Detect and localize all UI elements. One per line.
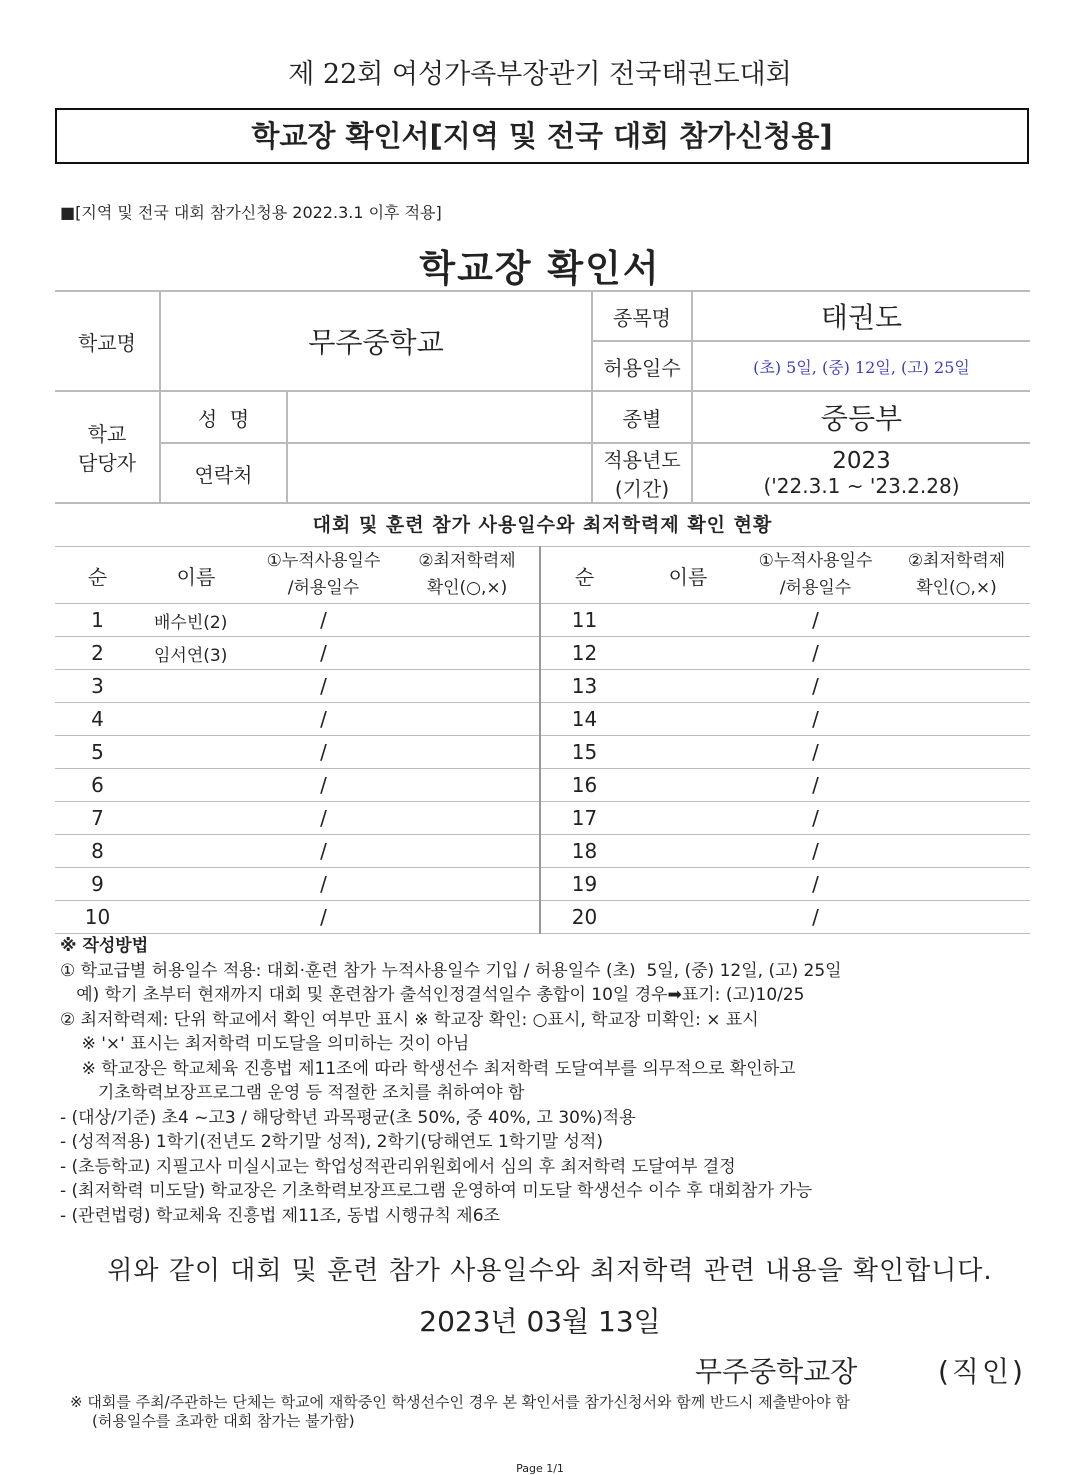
- roster-num: 7: [55, 802, 140, 835]
- header-days-line2: /허용일수: [779, 578, 852, 598]
- school-info-table: [55, 290, 1030, 504]
- roster-check[interactable]: [395, 769, 540, 802]
- roster-name[interactable]: [140, 901, 252, 934]
- roster-check[interactable]: [395, 868, 540, 901]
- roster-days[interactable]: /: [748, 604, 883, 637]
- principal-name: 무주중학교장: [695, 1355, 858, 1388]
- header-name: 이름: [628, 547, 748, 604]
- roster-num: 6: [55, 769, 140, 802]
- header-grade-line1: ②최저학력제: [418, 551, 516, 571]
- roster-days[interactable]: /: [252, 802, 395, 835]
- guide-line: 기초학력보장프로그램 운영 등 적절한 조치를 취하여야 함: [60, 1083, 525, 1103]
- guide-line: ① 학교급별 허용일수 적용: 대회·훈련 참가 누적사용일수 기입 / 허용일수 (초) 5일, (중) 12일, (고) 25일: [60, 960, 842, 981]
- guide-line: - (대상/기준) 초4 ~고3 / 해당학년 과목평균(초 50%, 중 40%, 고 30%)적용: [60, 1107, 636, 1128]
- roster-table: [55, 546, 1030, 934]
- roster-check[interactable]: [395, 736, 540, 769]
- guide-heading: ※ 작성방법: [60, 936, 149, 956]
- roster-num: 17: [540, 802, 628, 835]
- roster-name[interactable]: [628, 901, 748, 934]
- roster-check[interactable]: [883, 736, 1030, 769]
- staff-name-value[interactable]: [287, 391, 592, 443]
- roster-num: 20: [540, 901, 628, 934]
- roster-num: 12: [540, 637, 628, 670]
- guide-line: ※ 학교장은 학교체육 진흥법 제11조에 따라 학생선수 최저학력 도달여부를 의무적으로 확인하고: [60, 1058, 796, 1079]
- event-title: 제 22회 여성가족부장관기 전국태권도대회: [288, 59, 792, 90]
- header-grade-line1: ②최저학력제: [907, 551, 1006, 571]
- roster-days[interactable]: /: [252, 703, 395, 736]
- roster-days[interactable]: /: [748, 769, 883, 802]
- roster-name[interactable]: [628, 703, 748, 736]
- header-days-line1: ①누적사용일수: [266, 551, 381, 571]
- guide-line: - (최저학력 미도달) 학교장은 기초학력보장프로그램 운영하여 미도달 학생선수 이수 후 대회참가 가능: [60, 1181, 813, 1201]
- roster-check[interactable]: [395, 637, 540, 670]
- footer-note-line1: ※ 대회를 주최/주관하는 단체는 학교에 재학중인 학생선수인 경우 본 확인서를 참가신청서와 함께 반드시 제출받아야 함: [70, 1393, 850, 1411]
- staff-name-label: 성 명: [160, 391, 287, 443]
- header-grade: [395, 547, 540, 604]
- header-num: 순: [540, 547, 628, 604]
- roster-days[interactable]: /: [748, 835, 883, 868]
- roster-num: 16: [540, 769, 628, 802]
- writing-guide: [60, 934, 1040, 1228]
- roster-days[interactable]: /: [748, 670, 883, 703]
- roster-days[interactable]: /: [748, 802, 883, 835]
- division-label: 종별: [592, 391, 692, 443]
- sport-label: 종목명: [592, 291, 692, 341]
- roster-days[interactable]: /: [252, 736, 395, 769]
- table-row: [55, 736, 1030, 769]
- year-label-line2: (기간): [614, 477, 670, 501]
- allowed-days-label: 허용일수: [592, 341, 692, 391]
- roster-num: 3: [55, 670, 140, 703]
- division-value: 중등부: [692, 391, 1030, 443]
- roster-check[interactable]: [883, 637, 1030, 670]
- roster-num: 8: [55, 835, 140, 868]
- roster-name[interactable]: [628, 736, 748, 769]
- roster-check[interactable]: [395, 604, 540, 637]
- period-value: ('22.3.1 ~ '23.2.28): [763, 474, 960, 498]
- roster-name[interactable]: [140, 802, 252, 835]
- roster-num: 5: [55, 736, 140, 769]
- sport-value: 태권도: [692, 291, 1030, 341]
- roster-name[interactable]: [628, 802, 748, 835]
- roster-days[interactable]: /: [748, 868, 883, 901]
- header-days-line2: /허용일수: [287, 578, 360, 598]
- roster-num: 1: [55, 604, 140, 637]
- allowed-days-value: (초) 5일, (중) 12일, (고) 25일: [692, 341, 1030, 391]
- staff-label-line2: 담당자: [78, 451, 136, 475]
- roster-check[interactable]: [395, 802, 540, 835]
- footer-note: [70, 1393, 1030, 1431]
- header-name: 이름: [140, 547, 252, 604]
- guide-line: - (성적적용) 1학기(전년도 2학기말 성적), 2학기(당해연도 1학기말 성적): [60, 1132, 603, 1152]
- roster-num: 18: [540, 835, 628, 868]
- roster-num: 13: [540, 670, 628, 703]
- header-days: [252, 547, 395, 604]
- header-days: [748, 547, 883, 604]
- guide-line: - (관련법령) 학교체육 진흥법 제11조, 동법 시행규칙 제6조: [60, 1205, 500, 1226]
- roster-days[interactable]: /: [748, 901, 883, 934]
- roster-check[interactable]: [883, 604, 1030, 637]
- school-name-label: 학교명: [55, 291, 160, 391]
- guide-line: - (초등학교) 지필고사 미실시교는 학업성적관리위원회에서 심의 후 최저학력 도달여부 결정: [60, 1156, 736, 1177]
- roster-check[interactable]: [883, 901, 1030, 934]
- roster-check[interactable]: [883, 835, 1030, 868]
- guide-line: ※ '×' 표시는 최저학력 미도달을 의미하는 것이 아님: [60, 1034, 470, 1054]
- table-row: [55, 604, 1030, 637]
- year-value: 2023: [832, 448, 891, 474]
- roster-days[interactable]: /: [252, 637, 395, 670]
- contact-label: 연락처: [160, 443, 287, 503]
- staff-label: [55, 391, 160, 503]
- roster-num: 4: [55, 703, 140, 736]
- contact-value[interactable]: [287, 443, 592, 503]
- header-num: 순: [55, 547, 140, 604]
- roster-num: 2: [55, 637, 140, 670]
- roster-name[interactable]: [140, 769, 252, 802]
- header-days-line1: ①누적사용일수: [758, 551, 873, 571]
- roster-name[interactable]: [140, 736, 252, 769]
- roster-days[interactable]: /: [252, 835, 395, 868]
- roster-days[interactable]: /: [252, 604, 395, 637]
- table-row: [55, 901, 1030, 934]
- roster-num: 11: [540, 604, 628, 637]
- year-label-line1: 적용년도: [603, 448, 681, 472]
- header-grade-line2: 확인(○,×): [916, 578, 997, 598]
- footer-note-line2: (허용일수를 초과한 대회 참가는 불가함): [92, 1412, 355, 1430]
- roster-name[interactable]: [628, 604, 748, 637]
- roster-name[interactable]: [628, 835, 748, 868]
- confirmation-statement: 위와 같이 대회 및 훈련 참가 사용일수와 최저학력 관련 내용을 확인합니다.: [107, 1256, 993, 1286]
- roster-num: 19: [540, 868, 628, 901]
- roster-check[interactable]: [883, 670, 1030, 703]
- table-row: [55, 703, 1030, 736]
- roster-days[interactable]: /: [252, 670, 395, 703]
- roster-name[interactable]: [140, 835, 252, 868]
- roster-days[interactable]: /: [252, 769, 395, 802]
- roster-name[interactable]: 임서연(3): [140, 637, 252, 670]
- table-row: [55, 868, 1030, 901]
- table-row: [55, 802, 1030, 835]
- table-row: [55, 835, 1030, 868]
- roster-num: 10: [55, 901, 140, 934]
- document-title: 학교장 확인서: [419, 247, 661, 290]
- table-row: [55, 769, 1030, 802]
- official-seal: (직인): [938, 1355, 1026, 1388]
- roster-days[interactable]: /: [748, 736, 883, 769]
- roster-check[interactable]: [883, 868, 1030, 901]
- roster-header-row: [55, 547, 1030, 604]
- roster-check[interactable]: [395, 835, 540, 868]
- roster-days[interactable]: /: [252, 901, 395, 934]
- roster-check[interactable]: [395, 901, 540, 934]
- year-value-cell: [692, 443, 1030, 503]
- roster-num: 9: [55, 868, 140, 901]
- header-grade: [883, 547, 1030, 604]
- page-number: Page 1/1: [516, 1462, 564, 1475]
- roster-days[interactable]: /: [748, 703, 883, 736]
- roster-num: 14: [540, 703, 628, 736]
- status-title: 대회 및 훈련 참가 사용일수와 최저학력제 확인 현황: [312, 514, 773, 536]
- roster-check[interactable]: [883, 703, 1030, 736]
- roster-check[interactable]: [395, 703, 540, 736]
- header-grade-line2: 확인(○,×): [426, 578, 508, 598]
- roster-num: 15: [540, 736, 628, 769]
- table-row: [55, 637, 1030, 670]
- roster-name[interactable]: [628, 868, 748, 901]
- year-label: [592, 443, 692, 503]
- roster-name[interactable]: [140, 670, 252, 703]
- confirmation-date: 2023년 03월 13일: [419, 1305, 661, 1338]
- guide-line: ② 최저학력제: 단위 학교에서 확인 여부만 표시 ※ 학교장 확인: ○표시, 학교장 미확인: × 표시: [60, 1009, 759, 1030]
- roster-name[interactable]: [628, 769, 748, 802]
- roster-days[interactable]: /: [748, 637, 883, 670]
- school-name-value: 무주중학교: [160, 291, 592, 391]
- roster-name[interactable]: [140, 868, 252, 901]
- table-row: [55, 670, 1030, 703]
- roster-name[interactable]: [628, 670, 748, 703]
- roster-name[interactable]: 배수빈(2): [140, 604, 252, 637]
- guide-line: 예) 학기 초부터 현재까지 대회 및 훈련참가 출석인정결석일수 총합이 10일 경우➡표기: (고)10/25: [60, 985, 805, 1005]
- scope-note: ■[지역 및 전국 대회 참가신청용 2022.3.1 이후 적용]: [60, 203, 442, 222]
- roster-check[interactable]: [395, 670, 540, 703]
- roster-days[interactable]: /: [252, 868, 395, 901]
- roster-check[interactable]: [883, 769, 1030, 802]
- roster-check[interactable]: [883, 802, 1030, 835]
- roster-name[interactable]: [140, 703, 252, 736]
- staff-label-line1: 학교: [87, 422, 127, 446]
- boxed-title: 학교장 확인서[지역 및 전국 대회 참가신청용]: [55, 108, 1029, 164]
- roster-name[interactable]: [628, 637, 748, 670]
